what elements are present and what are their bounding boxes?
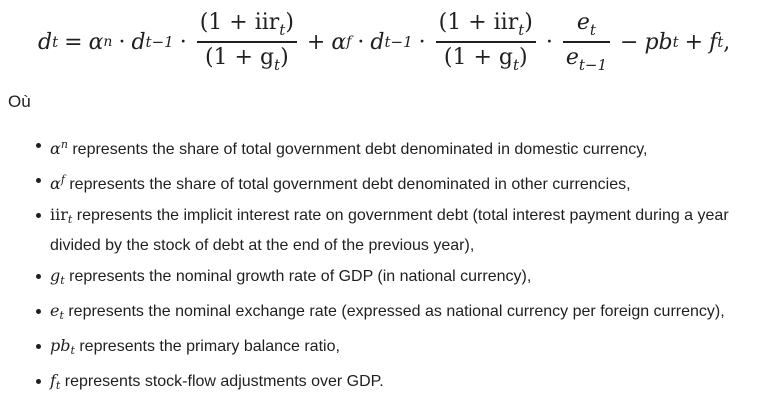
definition-symbol: α bbox=[50, 139, 61, 158]
fraction-2-numerator bbox=[436, 10, 536, 39]
fraction-1-num-sub: t bbox=[279, 21, 286, 40]
fraction-2-num-sub: t bbox=[518, 21, 525, 40]
definitions-list bbox=[36, 132, 736, 403]
lhs-debt-var: d bbox=[38, 29, 53, 55]
fraction-2-denominator bbox=[441, 45, 531, 74]
minus-sign: − bbox=[620, 29, 639, 55]
f-sub: t bbox=[717, 33, 724, 51]
definition-item bbox=[36, 298, 736, 329]
plus-sign-2: + bbox=[684, 29, 704, 55]
definition-sub: t bbox=[70, 344, 75, 357]
definition-text: represents stock-flow adjustments over GDP. bbox=[60, 373, 384, 390]
definition-item bbox=[36, 263, 736, 294]
cdot-5: · bbox=[545, 29, 553, 55]
fraction-1-numerator bbox=[197, 10, 297, 39]
definition-sup: n bbox=[60, 138, 68, 151]
definition-item bbox=[36, 368, 736, 399]
definition-symbol: e bbox=[50, 301, 60, 320]
fraction-1-den-close: ) bbox=[280, 44, 289, 70]
interest-growth-fraction-1 bbox=[197, 10, 297, 74]
fraction-1-num-text: (1 + iir bbox=[199, 10, 280, 36]
definition-text: represents the share of total government debt denominated in other currencies, bbox=[64, 176, 631, 193]
d-prev-var-2: d bbox=[370, 29, 385, 55]
fraction-2-den-close: ) bbox=[519, 44, 528, 70]
fraction-2-num-text: (1 + iir bbox=[438, 10, 519, 36]
equation-trailing-comma: , bbox=[723, 29, 731, 55]
definition-text: represents the implicit interest rate on government debt (total interest payment during a year divided by the stock of debt at the end of the previous year), bbox=[50, 207, 729, 254]
definition-sup: f bbox=[60, 173, 65, 186]
definition-sub: t bbox=[55, 379, 61, 392]
cdot-2: · bbox=[179, 29, 187, 55]
debt-dynamics-equation bbox=[38, 4, 738, 80]
definition-item bbox=[36, 202, 736, 259]
definition-symbol: g bbox=[50, 266, 61, 285]
fraction-2-bar bbox=[436, 41, 536, 42]
definition-item bbox=[36, 333, 736, 364]
exchange-den-sub: t−1 bbox=[578, 55, 608, 74]
cdot-3: · bbox=[357, 29, 365, 55]
definition-text: represents the share of total government debt denominated in domestic currency, bbox=[67, 141, 648, 158]
definition-symbol: pb bbox=[50, 336, 71, 355]
definition-symbol: f bbox=[50, 371, 56, 390]
fraction-1-bar bbox=[197, 41, 297, 42]
exchange-rate-bar bbox=[563, 41, 610, 42]
cdot-4: · bbox=[418, 29, 426, 55]
f-var: f bbox=[709, 29, 718, 55]
d-prev-sub-1: t−1 bbox=[145, 33, 174, 51]
exchange-den-var: e bbox=[565, 44, 579, 70]
fraction-1-denominator bbox=[202, 45, 292, 74]
pb-var: pb bbox=[644, 29, 673, 55]
fraction-2-den-text: (1 + g bbox=[443, 44, 513, 70]
pb-sub: t bbox=[672, 33, 679, 51]
definition-text: represents the nominal exchange rate (expressed as national currency per foreign currency), bbox=[63, 303, 725, 320]
intro-text: Où bbox=[8, 92, 31, 111]
fraction-2-den-sub: t bbox=[512, 55, 519, 74]
d-prev-var-1: d bbox=[131, 29, 146, 55]
definition-symbol: α bbox=[50, 174, 61, 193]
definition-sub: t bbox=[67, 213, 73, 226]
definition-item bbox=[36, 167, 736, 198]
fraction-2-num-close: ) bbox=[524, 10, 533, 36]
d-prev-sub-2: t−1 bbox=[384, 33, 413, 51]
alpha-f-symbol: α bbox=[331, 29, 347, 55]
exchange-num-var: e bbox=[576, 10, 590, 36]
definition-symbol: iir bbox=[50, 205, 68, 224]
exchange-rate-fraction bbox=[563, 10, 610, 74]
definition-item bbox=[36, 132, 736, 163]
equals-sign: = bbox=[64, 29, 83, 55]
cdot-1: · bbox=[118, 29, 126, 55]
definition-text: represents the nominal growth rate of GDP (in national currency), bbox=[64, 268, 532, 285]
alpha-f-sup: f bbox=[346, 34, 352, 50]
definition-sub: t bbox=[60, 274, 65, 287]
definition-text: represents the primary balance ratio, bbox=[74, 338, 340, 355]
exchange-rate-numerator bbox=[574, 10, 599, 39]
fraction-1-den-text: (1 + g bbox=[204, 44, 275, 70]
lhs-debt-sub: t bbox=[52, 33, 59, 51]
exchange-num-sub: t bbox=[589, 21, 596, 40]
plus-sign: + bbox=[306, 29, 326, 55]
alpha-n-sup: n bbox=[103, 34, 113, 50]
alpha-n-symbol: α bbox=[88, 29, 104, 55]
fraction-1-den-sub: t bbox=[274, 55, 281, 74]
exchange-rate-denominator bbox=[563, 45, 610, 74]
fraction-1-num-close: ) bbox=[285, 10, 294, 36]
interest-growth-fraction-2 bbox=[436, 10, 536, 74]
definition-sub: t bbox=[59, 309, 64, 322]
